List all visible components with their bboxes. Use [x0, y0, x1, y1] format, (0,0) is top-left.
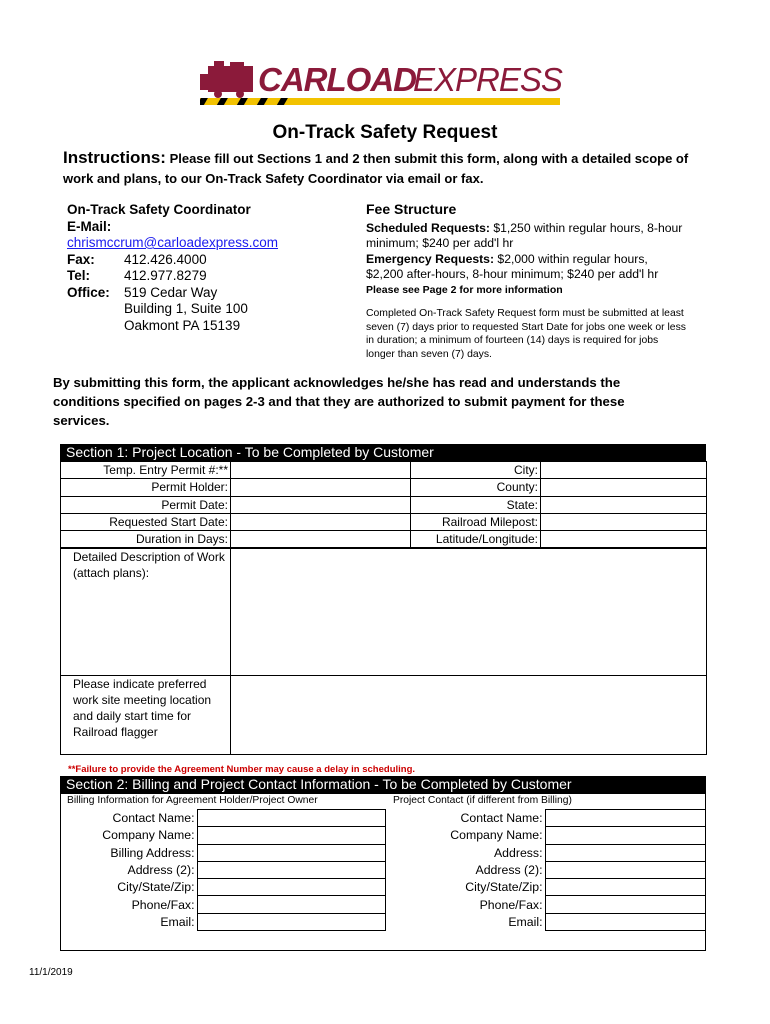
permit-date-label: Permit Date: [61, 496, 231, 513]
section2-table [60, 809, 706, 931]
meeting-field[interactable] [231, 676, 707, 755]
emergency-label: Emergency Requests: [366, 251, 495, 266]
fax-label: Fax: [67, 251, 95, 267]
brand-bold: CARLOAD [258, 61, 416, 98]
submission-note: Completed On-Track Safety Request form must be submitted at least seven (7) days prior to requested Start Date for jobs one week or less in duration; a minimum of fourteen (14) days is required for jobs longer than seven (7) days. [366, 308, 686, 360]
county-label: County: [411, 479, 541, 496]
fee-heading: Fee Structure [366, 201, 457, 217]
section2 [60, 776, 706, 951]
fee-structure [366, 202, 686, 361]
table-row [61, 479, 707, 496]
duration-field[interactable] [231, 531, 411, 548]
table-row [60, 896, 706, 913]
billing-city-field[interactable] [197, 879, 385, 896]
emergency-text: $2,000 within regular hours, $2,200 after-hours, 8-hour minimum; $240 per add'l hr [366, 251, 659, 281]
section2-header: Section 2: Billing and Project Contact Information - To be Completed by Customer [60, 776, 706, 793]
office-label: Office: [67, 284, 110, 300]
project-email-label: Email: [385, 913, 545, 930]
tel-value: 412.977.8279 [124, 268, 207, 283]
section1-table [60, 461, 707, 548]
project-company-field[interactable] [545, 827, 706, 844]
project-address2-label: Address (2): [385, 861, 545, 878]
table-row [60, 861, 706, 878]
carload-express-logo [200, 58, 565, 108]
project-address2-field[interactable] [545, 861, 706, 878]
acknowledgement: By submitting this form, the applicant acknowledges he/she has read and understands the conditions specified on pages 2-3 and that they are authorized to submit payment for these services. [53, 375, 625, 428]
start-date-label: Requested Start Date: [61, 513, 231, 530]
billing-company-field[interactable] [197, 827, 385, 844]
project-address-field[interactable] [545, 844, 706, 861]
office-line1: 519 Cedar Way [124, 284, 218, 300]
project-phone-label: Phone/Fax: [385, 896, 545, 913]
permit-holder-field[interactable] [231, 479, 411, 496]
table-row [60, 844, 706, 861]
project-address-label: Address: [385, 844, 545, 861]
instructions [63, 148, 713, 189]
office-line3: Oakmont PA 15139 [124, 317, 241, 333]
table-row [61, 496, 707, 513]
email-link[interactable]: chrismccrum@carloadexpress.com [67, 235, 279, 250]
office-line2: Building 1, Suite 100 [124, 301, 248, 316]
instructions-lead: Instructions: [63, 148, 166, 167]
table-row [61, 531, 707, 548]
billing-contact-label: Contact Name: [60, 810, 197, 827]
see-page-note: Please see Page 2 for more information [366, 283, 563, 296]
city-field[interactable] [541, 462, 707, 479]
project-phone-field[interactable] [545, 896, 706, 913]
table-row [61, 513, 707, 530]
scheduled-text: $1,250 within regular hours, 8-hour minimum; $240 per add'l hr [366, 220, 683, 250]
table-row [60, 827, 706, 844]
permit-number-label: Temp. Entry Permit #:** [61, 462, 231, 479]
instructions-text: Please fill out Sections 1 and 2 then submit this form, along with a detailed scope of work and plans, to our On-Track Safety Coordinator via email or fax. [63, 151, 689, 186]
project-contact-subheading: Project Contact (if different from Billing) [393, 795, 572, 806]
billing-contact-field[interactable] [197, 810, 385, 827]
section2-frame [60, 793, 706, 951]
billing-email-label: Email: [60, 913, 197, 930]
county-field[interactable] [541, 479, 707, 496]
permit-number-field[interactable] [231, 462, 411, 479]
lat-long-label: Latitude/Longitude: [411, 531, 541, 548]
billing-phone-label: Phone/Fax: [60, 896, 197, 913]
tel-label: Tel: [67, 268, 90, 283]
section1 [60, 444, 706, 755]
meeting-label: Please indicate preferred work site meeting location and daily start time for Railroad flagger [61, 676, 231, 755]
billing-address2-label: Address (2): [60, 861, 197, 878]
coordinator-block [67, 202, 278, 334]
coordinator-heading: On-Track Safety Coordinator [67, 202, 251, 217]
table-row [61, 549, 707, 676]
duration-label: Duration in Days: [61, 531, 231, 548]
section1-header: Section 1: Project Location - To be Completed by Customer [60, 444, 706, 461]
project-email-field[interactable] [545, 913, 706, 930]
footer-date: 11/1/2019 [29, 967, 73, 978]
milepost-field[interactable] [541, 513, 707, 530]
table-row [60, 810, 706, 827]
billing-address-field[interactable] [197, 844, 385, 861]
table-row [61, 676, 707, 755]
description-field[interactable] [231, 549, 707, 676]
city-label: City: [411, 462, 541, 479]
milepost-label: Railroad Milepost: [411, 513, 541, 530]
project-city-field[interactable] [545, 879, 706, 896]
email-label: E-Mail: [67, 218, 112, 234]
table-row [60, 913, 706, 930]
start-date-field[interactable] [231, 513, 411, 530]
billing-subheading: Billing Information for Agreement Holder/Project Owner [67, 795, 318, 806]
project-contact-label: Contact Name: [385, 810, 545, 827]
page-title: On-Track Safety Request [272, 122, 498, 143]
project-city-label: City/State/Zip: [385, 879, 545, 896]
lat-long-field[interactable] [541, 531, 707, 548]
permit-holder-label: Permit Holder: [61, 479, 231, 496]
billing-phone-field[interactable] [197, 896, 385, 913]
billing-email-field[interactable] [197, 913, 385, 930]
brand-light: EXPRESS [413, 61, 562, 98]
project-contact-field[interactable] [545, 810, 706, 827]
permit-date-field[interactable] [231, 496, 411, 513]
section1-details [60, 548, 707, 755]
billing-city-label: City/State/Zip: [60, 879, 197, 896]
fax-value: 412.426.4000 [124, 251, 207, 267]
state-label: State: [411, 496, 541, 513]
scheduled-label: Scheduled Requests: [366, 220, 490, 235]
billing-address2-field[interactable] [197, 861, 385, 878]
table-row [61, 462, 707, 479]
state-field[interactable] [541, 496, 707, 513]
billing-address-label: Billing Address: [60, 844, 197, 861]
agreement-warning: **Failure to provide the Agreement Number may cause a delay in scheduling. [68, 764, 416, 775]
description-label: Detailed Description of Work (attach plans): [61, 549, 231, 676]
billing-company-label: Company Name: [60, 827, 197, 844]
project-company-label: Company Name: [385, 827, 545, 844]
table-row [60, 879, 706, 896]
